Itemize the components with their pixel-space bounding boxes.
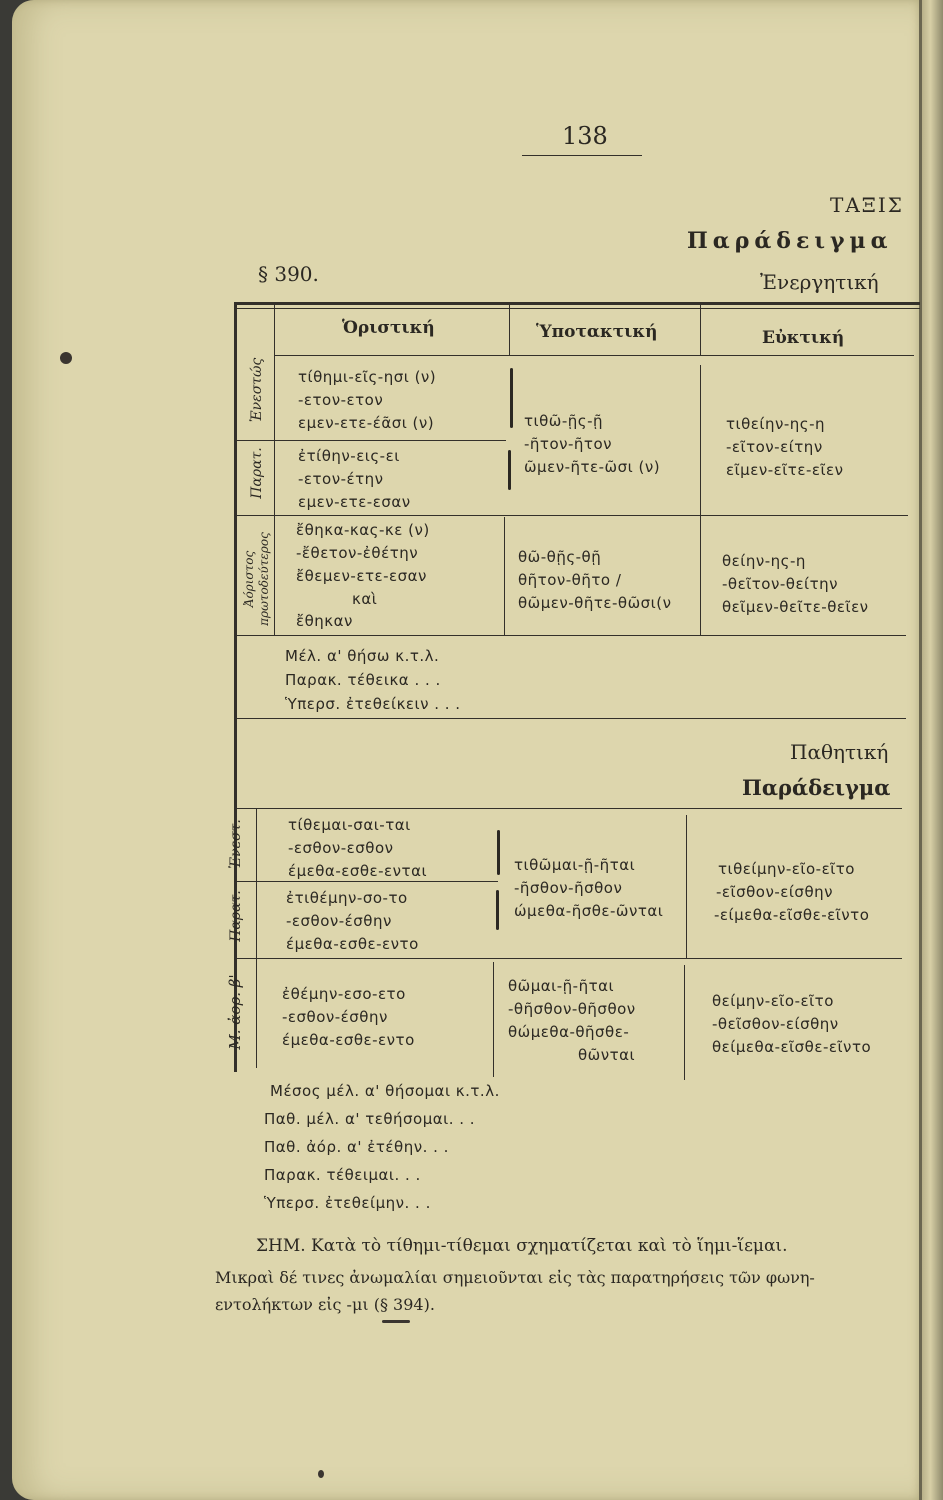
aoristos-euktiki-1: θείην-ης-η xyxy=(722,552,806,570)
row-rule-aoristos xyxy=(236,635,906,636)
aoristos-line-3: ἔθεμεν-ετε-εσαν xyxy=(296,567,427,585)
active-note-1: Μέλ. α' θήσω κ.τ.λ. xyxy=(285,647,440,665)
enestos-line-2: -ετον-ετον xyxy=(298,391,384,409)
euktiki-line-1: τιθείην-ης-η xyxy=(726,415,825,433)
enestos-line-3: εμεν-ετε-έᾶσι (ν) xyxy=(298,414,435,432)
passive-row-label-aoristos: Μ. ἀορ. β' xyxy=(226,974,244,1050)
aoristos-euktiki-3: θεῖμεν-θεῖτε-θεῖεν xyxy=(722,598,869,616)
brace-lower xyxy=(508,450,511,490)
voice-heading-passive: Παθητική xyxy=(790,740,889,764)
passive-ypotaktiki-3: ώμεθα-ῆσθε-ῶνται xyxy=(514,902,664,920)
passive-row-rule-enestos xyxy=(236,881,498,882)
passive-brace-upper xyxy=(497,830,500,875)
paradeigma-heading: Παράδειγμα xyxy=(687,228,893,254)
ink-dot xyxy=(318,1470,324,1478)
footnote-line-2: Μικραὶ δέ τινες ἀνωμαλίαι σημειοῦνται εἰς τὰς παρατηρήσεις τῶν φωνη- xyxy=(215,1268,815,1287)
aoristos-line-4: καὶ xyxy=(352,590,378,608)
euktiki-line-3: εῖμεν-εῖτε-εῖεν xyxy=(726,461,844,479)
passive-col-divider-2 xyxy=(686,815,687,958)
aoristos-ypotaktiki-1: θῶ-θῇς-θῇ xyxy=(518,548,602,566)
passive-label-divider xyxy=(256,808,257,1068)
active-note-2: Παρακ. τέθεικα . . . xyxy=(285,671,441,689)
section-number: § 390. xyxy=(258,262,319,286)
table-top-border-thin xyxy=(234,308,920,309)
table-left-border xyxy=(234,302,237,1072)
passive-note-2: Παθ. μέλ. α' τεθήσομαι. . . xyxy=(264,1110,476,1128)
enestos-line-1: τίθημι-εῖς-ησι (ν) xyxy=(298,368,437,386)
row-rule-paratatikos xyxy=(236,515,908,516)
col-header-euktiki: Εὐκτική xyxy=(762,328,845,348)
passive-note-4: Παρακ. τέθειμαι. . . xyxy=(264,1166,421,1184)
passive-aoristos-ypotaktiki-2: -θῆσθον-θῆσθον xyxy=(508,1000,636,1018)
passive-enestos-3: έμεθα-εσθε-ενται xyxy=(288,862,428,880)
passive-paratatikos-3: έμεθα-εσθε-εντο xyxy=(286,935,419,953)
passive-note-1: Μέσος μέλ. α' θήσομαι κ.τ.λ. xyxy=(270,1082,500,1100)
paratatikos-line-2: -ετον-έτην xyxy=(298,470,384,488)
paratatikos-line-3: εμεν-ετε-εσαν xyxy=(298,493,411,511)
page-number-rule xyxy=(522,155,642,156)
passive-note-5: Ὑπερσ. ἐτεθείμην. . . xyxy=(264,1194,431,1212)
taxis-heading: ΤΑΞΙΣ xyxy=(830,193,904,217)
row-label-paratatikos: Παρατ. xyxy=(249,447,265,499)
col-header-ypotaktiki: Ὑποτακτική xyxy=(536,322,658,342)
row-rule-enestos xyxy=(236,440,506,441)
passive-aoristos-2: -εσθον-έσθην xyxy=(282,1008,388,1026)
passive-col-divider-1-aor xyxy=(493,962,494,1077)
passive-paratatikos-2: -εσθον-έσθην xyxy=(286,912,392,930)
row-label-aoristos: Ἀόριστος πρωτοδεύτερος xyxy=(242,532,271,626)
passive-aoristos-ypotaktiki-3: θώμεθα-θῆσθε- xyxy=(508,1023,630,1041)
passive-top-rule xyxy=(236,808,902,809)
col-header-oristiki: Ὁριστική xyxy=(342,318,435,338)
ink-mark xyxy=(382,1320,410,1323)
passive-row-label-paratatikos: Παρατ. xyxy=(228,890,244,942)
passive-col-divider-2-aor xyxy=(684,965,685,1080)
passive-brace-lower xyxy=(496,890,499,930)
aoristos-line-5: ἔθηκαν xyxy=(296,612,353,630)
row-label-enestos: Ἐνεστώς xyxy=(249,357,265,423)
notes-rule xyxy=(236,718,906,719)
passive-aoristos-euktiki-1: θείμην-εῖο-εῖτο xyxy=(712,992,834,1010)
col-divider-2 xyxy=(700,365,701,635)
footnote-line-3: εντολήκτων εἰς -μι (§ 394). xyxy=(215,1295,435,1314)
ypotaktiki-line-3: ῶμεν-ῆτε-ῶσι (ν) xyxy=(524,458,661,476)
ypotaktiki-line-1: τιθῶ-ῇς-ῇ xyxy=(524,412,603,430)
passive-row-label-enestos: Ἐνεστ. xyxy=(228,819,244,869)
aoristos-ypotaktiki-2: θῆτον-θῆτο / xyxy=(518,571,622,589)
euktiki-line-2: -εῖτον-είτην xyxy=(726,438,823,456)
brace-upper xyxy=(510,368,513,428)
passive-enestos-2: -εσθον-εσθον xyxy=(288,839,394,857)
page-number: 138 xyxy=(562,122,608,150)
passive-aoristos-euktiki-3: θείμεθα-εῖσθε-εῖντο xyxy=(712,1038,872,1056)
passive-aoristos-ypotaktiki-1: θῶμαι-ῇ-ῆται xyxy=(508,977,615,995)
col-divider-1-head xyxy=(509,305,510,355)
passive-ypotaktiki-1: τιθῶμαι-ῇ-ῆται xyxy=(514,856,636,874)
passive-note-3: Παθ. ἀόρ. α' ἐτέθην. . . xyxy=(264,1138,449,1156)
table-top-border xyxy=(234,302,920,305)
passive-aoristos-1: ἐθέμην-εσο-ετο xyxy=(282,985,406,1003)
passive-euktiki-3: -είμεθα-εῖσθε-εῖντο xyxy=(714,906,870,924)
ypotaktiki-line-2: -ῆτον-ῆτον xyxy=(524,435,613,453)
ink-stain xyxy=(60,352,72,364)
passive-euktiki-2: -εῖσθον-είσθην xyxy=(716,883,834,901)
passive-paratatikos-1: ἐτιθέμην-σο-το xyxy=(286,889,408,907)
col-divider-1-aor xyxy=(504,517,505,635)
col-divider-2-head xyxy=(700,305,701,355)
active-note-3: Ὑπερσ. ἐτεθείκειν . . . xyxy=(285,695,461,713)
passive-enestos-1: τίθεμαι-σαι-ται xyxy=(288,816,411,834)
passive-aoristos-3: έμεθα-εσθε-εντο xyxy=(282,1031,415,1049)
passive-paradeigma-heading: Παράδειγμα xyxy=(742,775,891,800)
aoristos-euktiki-2: -θεῖτον-θείτην xyxy=(722,575,839,593)
footnote-line-1: ΣΗΜ. Κατὰ τὸ τίθημι-τίθεμαι σχηματίζεται καὶ τὸ ἵημι-ἵεμαι. xyxy=(256,1236,788,1256)
passive-aoristos-euktiki-2: -θεῖσθον-είσθην xyxy=(712,1015,839,1033)
book-spine xyxy=(922,0,943,1500)
passive-aoristos-ypotaktiki-4: θῶνται xyxy=(578,1046,636,1064)
passive-euktiki-1: τιθείμην-εῖο-εῖτο xyxy=(718,860,855,878)
aoristos-line-1: ἔθηκα-κας-κε (ν) xyxy=(296,521,430,539)
voice-heading-active: Ἐνεργητική xyxy=(760,270,879,294)
passive-row-rule-paratatikos xyxy=(236,958,902,959)
passive-ypotaktiki-2: -ῆσθον-ῆσθον xyxy=(514,879,623,897)
aoristos-line-2: -ἔθετον-ἐθέτην xyxy=(296,544,419,562)
paratatikos-line-1: ἐτίθην-εις-ει xyxy=(298,447,400,465)
aoristos-ypotaktiki-3: θῶμεν-θῆτε-θῶσι(ν xyxy=(518,594,672,612)
header-rule xyxy=(274,355,914,356)
